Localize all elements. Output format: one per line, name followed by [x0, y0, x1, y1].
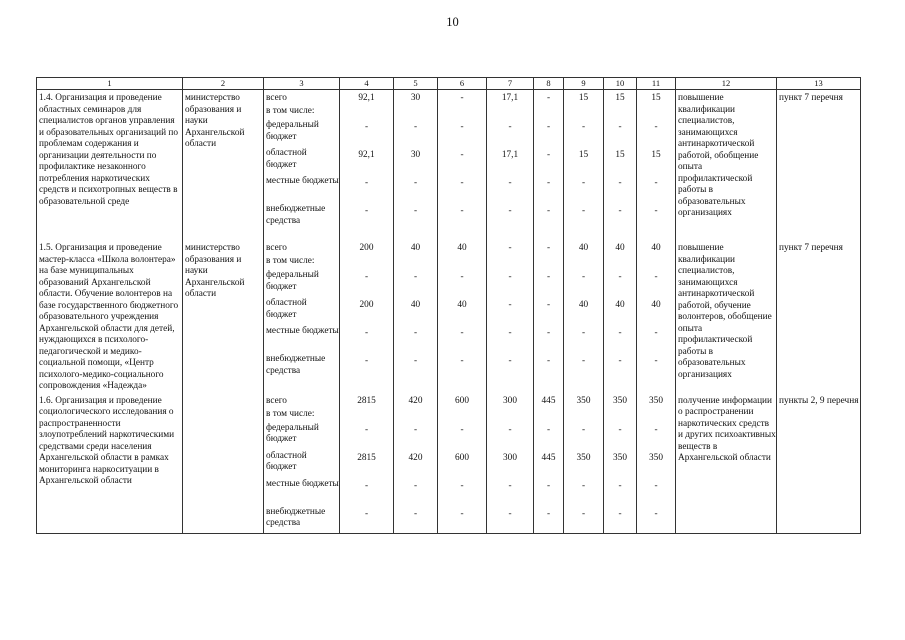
amount-value: 15: [651, 150, 661, 160]
amount-value: -: [364, 178, 369, 188]
amount-value: 30: [410, 93, 421, 103]
amount-value: 300: [503, 452, 517, 463]
amount-value: 420: [408, 395, 423, 406]
activity-description-text: 1.4. Организация и проведение областных семинаров для специалистов органов управления и образовательных организаций по проблемам содержания и организации деятельности по профилактике незаконного потребления наркотических средств и психотропных веществ в образовательной среде: [39, 93, 178, 207]
amount-value: -: [460, 93, 464, 103]
amount-value: -: [546, 356, 551, 366]
amount-column: [394, 90, 438, 241]
amount-value: -: [460, 328, 464, 338]
activity-description: [37, 240, 183, 393]
amount-value: -: [413, 356, 418, 366]
funding-sources: [264, 240, 340, 393]
amount-value: -: [618, 356, 622, 366]
amount-value: -: [460, 206, 464, 216]
amount-value: 15: [578, 150, 589, 160]
amount-value: -: [460, 480, 464, 491]
funding-sources: [264, 90, 340, 241]
amount-value: -: [413, 508, 418, 519]
funding-source: областной бюджет: [266, 148, 307, 170]
list-reference-text: пункты 2, 9 перечня: [779, 395, 859, 406]
amount-column: [438, 393, 487, 534]
amount-value: -: [546, 93, 551, 103]
amount-value: 40: [410, 243, 421, 253]
amount-value: 350: [649, 395, 663, 406]
amount-value: -: [581, 122, 586, 132]
amount-value: -: [508, 424, 512, 435]
amount-value: -: [654, 272, 658, 282]
amount-column: [637, 90, 676, 241]
list-reference: [777, 90, 861, 241]
amount-value: -: [508, 508, 512, 519]
amount-value: -: [581, 178, 586, 188]
amount-value: -: [618, 508, 622, 519]
amount-value: -: [413, 122, 418, 132]
amount-value: 200: [359, 300, 374, 310]
amount-value: -: [413, 328, 418, 338]
amount-value: [637, 254, 675, 268]
amount-value: -: [654, 424, 658, 435]
amount-value: -: [364, 206, 369, 216]
amount-column: [340, 240, 394, 393]
amount-value: [564, 254, 603, 268]
amount-value: -: [618, 122, 622, 132]
amount-value: -: [546, 206, 551, 216]
amount-value: [604, 407, 636, 421]
amount-column: [438, 240, 487, 393]
program-activities-table: [36, 77, 861, 534]
amount-column: [394, 240, 438, 393]
amount-column: [604, 240, 637, 393]
column-number: 3: [264, 78, 340, 90]
amount-value: 350: [649, 452, 663, 463]
amount-value: 40: [651, 243, 661, 253]
amount-column: [637, 393, 676, 534]
expected-result-text: повышение квалификации специалистов, занимающихся антинаркотической работой, обучение волонтеров, обобщение опыта профилактической работы в образовательных организациях: [678, 243, 772, 380]
amount-value: [604, 104, 636, 118]
executor-text: министерство образования и науки Архангельской области: [185, 93, 245, 149]
amount-value: -: [508, 122, 512, 132]
amount-value: -: [508, 206, 512, 216]
amount-value: 40: [457, 243, 467, 253]
executor: [183, 240, 264, 393]
amount-value: -: [581, 206, 586, 216]
column-number: 11: [637, 78, 676, 90]
amount-value: 40: [578, 243, 589, 253]
amount-value: -: [460, 424, 464, 435]
executor-text: [185, 393, 263, 396]
activity-row: [37, 90, 861, 241]
amount-value: 40: [410, 300, 421, 310]
amount-value: -: [654, 178, 658, 188]
amount-value: -: [654, 508, 658, 519]
amount-value: 350: [613, 452, 627, 463]
expected-result-text: повышение квалификации специалистов, занимающихся антинаркотической работой, обобщение опыта профилактической работы в образовательных организациях: [678, 93, 759, 218]
activity-row: [37, 240, 861, 393]
amount-value: -: [508, 178, 512, 188]
amount-value: 350: [576, 395, 591, 406]
amount-value: [534, 104, 563, 118]
expected-result: [676, 393, 777, 534]
amount-value: 30: [410, 150, 421, 160]
amount-value: [438, 104, 486, 118]
amount-value: 200: [359, 243, 374, 253]
amount-column: [604, 393, 637, 534]
amount-value: [340, 104, 393, 118]
executor-text: министерство образования и науки Архангельской области: [185, 243, 245, 299]
amount-value: 40: [615, 243, 625, 253]
amount-value: -: [618, 178, 622, 188]
funding-source: в том числе:: [266, 256, 315, 266]
amount-column: [534, 393, 564, 534]
amount-value: -: [618, 206, 622, 216]
amount-value: 17,1: [501, 93, 519, 103]
funding-source: всего: [266, 93, 287, 103]
amount-value: 92,1: [358, 150, 375, 160]
funding-source: в том числе:: [266, 106, 315, 116]
column-number: 5: [394, 78, 438, 90]
amount-value: -: [508, 272, 512, 282]
column-number: 1: [37, 78, 183, 90]
amount-value: -: [654, 480, 658, 491]
funding-source: федеральный бюджет: [266, 270, 319, 292]
amount-value: [534, 254, 563, 268]
amount-value: 40: [615, 300, 625, 310]
amount-value: 15: [651, 93, 661, 103]
amount-value: -: [460, 272, 464, 282]
amount-value: -: [508, 480, 512, 491]
amount-value: -: [364, 508, 369, 519]
amount-value: [487, 254, 533, 268]
amount-column: [534, 90, 564, 241]
amount-value: [564, 104, 603, 118]
amount-column: [487, 393, 534, 534]
amount-column: [564, 90, 604, 241]
amount-column: [394, 393, 438, 534]
amount-value: 15: [578, 93, 589, 103]
activity-description-text: 1.5. Организация и проведение мастер-класса «Школа волонтера» на базе муниципальных образований Архангельской области. Обучение волонтеров на базе государственного бюджетного образовательного учреждения Архангельской области для детей, нуждающихся в психолого-педагогической и медико-социальной помощи, «Центр психолого-медико-социального сопровождения «Надежда»: [39, 243, 179, 391]
amount-column: [564, 240, 604, 393]
column-number-header: [37, 78, 861, 90]
amount-value: 15: [615, 93, 625, 103]
amount-value: [637, 407, 675, 421]
amount-value: 17,1: [501, 150, 519, 160]
amount-value: [534, 407, 563, 421]
amount-column: [604, 90, 637, 241]
activity-description: [37, 393, 183, 534]
amount-value: 2815: [357, 452, 376, 463]
amount-value: -: [413, 424, 418, 435]
funding-source: внебюджетные средства: [266, 354, 326, 376]
column-number: 8: [534, 78, 564, 90]
amount-value: [438, 254, 486, 268]
funding-source: федеральный бюджет: [266, 422, 319, 444]
activity-description-text: 1.6. Организация и проведение социологического исследования о распространенности злоупотреблений наркотическими средствами среди населения Архангельской области в рамках мониторинга наркоситуации в Архангельской области: [39, 395, 175, 486]
amount-value: -: [413, 206, 418, 216]
amount-value: 300: [503, 395, 517, 406]
list-reference: [777, 393, 861, 534]
amount-column: [340, 393, 394, 534]
amount-value: -: [546, 424, 551, 435]
amount-value: -: [546, 272, 551, 282]
amount-column: [534, 240, 564, 393]
amount-value: -: [581, 328, 586, 338]
list-reference: [777, 240, 861, 393]
amount-value: -: [460, 508, 464, 519]
amount-value: -: [546, 150, 551, 160]
amount-value: -: [618, 424, 622, 435]
amount-value: 600: [455, 395, 469, 406]
amount-value: -: [546, 480, 551, 491]
amount-value: -: [581, 480, 586, 491]
amount-column: [637, 240, 676, 393]
column-number: 7: [487, 78, 534, 90]
amount-value: [487, 407, 533, 421]
expected-result: [676, 90, 777, 241]
amount-value: -: [364, 356, 369, 366]
amount-value: [394, 104, 437, 118]
amount-value: [604, 254, 636, 268]
funding-source: местные бюджеты: [266, 176, 339, 186]
executor: [183, 90, 264, 241]
amount-value: [394, 254, 437, 268]
amount-value: -: [508, 356, 512, 366]
activity-description: [37, 90, 183, 241]
amount-value: -: [364, 424, 369, 435]
amount-value: -: [654, 356, 658, 366]
amount-value: -: [546, 300, 551, 310]
expected-result: [676, 240, 777, 393]
amount-column: [564, 393, 604, 534]
amount-value: [438, 407, 486, 421]
funding-source: всего: [266, 395, 287, 406]
amount-value: -: [460, 150, 464, 160]
funding-source: местные бюджеты: [266, 478, 339, 489]
amount-value: 40: [457, 300, 467, 310]
amount-value: 350: [613, 395, 627, 406]
amount-value: -: [508, 243, 512, 253]
funding-source: федеральный бюджет: [266, 120, 319, 142]
amount-value: -: [581, 424, 586, 435]
amount-value: -: [546, 328, 551, 338]
amount-value: -: [413, 178, 418, 188]
funding-source: внебюджетные средства: [266, 506, 326, 528]
funding-source: в том числе:: [266, 408, 315, 419]
amount-value: 40: [578, 300, 589, 310]
amount-value: -: [581, 508, 586, 519]
amount-value: -: [618, 272, 622, 282]
funding-source: областной бюджет: [266, 450, 307, 472]
amount-value: 350: [576, 452, 591, 463]
amount-value: [340, 407, 393, 421]
amount-value: 40: [651, 300, 661, 310]
column-number: 13: [777, 78, 861, 90]
amount-value: -: [654, 206, 658, 216]
amount-value: -: [364, 122, 369, 132]
list-reference-text: пункт 7 перечня: [779, 93, 843, 103]
amount-column: [487, 240, 534, 393]
amount-value: 445: [541, 395, 556, 406]
activity-row: [37, 393, 861, 534]
amount-value: -: [546, 122, 551, 132]
amount-value: 92,1: [358, 93, 375, 103]
amount-value: -: [546, 178, 551, 188]
amount-value: -: [364, 480, 369, 491]
amount-value: 600: [455, 452, 469, 463]
amount-value: [340, 254, 393, 268]
amount-value: -: [508, 328, 512, 338]
column-number: 4: [340, 78, 394, 90]
page-number: 10: [446, 15, 459, 29]
amount-value: -: [460, 356, 464, 366]
amount-value: [564, 407, 603, 421]
amount-value: -: [581, 272, 586, 282]
amount-value: [394, 407, 437, 421]
expected-result-text: получение информации о распространении наркотических средств и других психоактивных веществ в Архангельской области: [678, 395, 776, 463]
amount-value: -: [460, 122, 464, 132]
list-reference-text: пункт 7 перечня: [779, 243, 843, 253]
amount-value: -: [618, 328, 622, 338]
amount-value: 445: [541, 452, 556, 463]
column-number: 10: [604, 78, 637, 90]
funding-source: всего: [266, 243, 287, 253]
amount-value: -: [546, 243, 551, 253]
column-number: 12: [676, 78, 777, 90]
executor: [183, 393, 264, 534]
amount-value: 2815: [357, 395, 376, 406]
amount-column: [340, 90, 394, 241]
amount-value: -: [460, 178, 464, 188]
amount-value: -: [508, 300, 512, 310]
amount-value: -: [546, 508, 551, 519]
amount-value: [637, 104, 675, 118]
column-number: 9: [564, 78, 604, 90]
amount-column: [487, 90, 534, 241]
funding-sources: [264, 393, 340, 534]
column-number: 2: [183, 78, 264, 90]
funding-source: внебюджетные средства: [266, 204, 326, 226]
amount-value: -: [618, 480, 622, 491]
amount-value: -: [654, 328, 658, 338]
column-number: 6: [438, 78, 487, 90]
amount-value: -: [654, 122, 658, 132]
amount-value: 420: [408, 452, 423, 463]
amount-value: 15: [615, 150, 625, 160]
amount-column: [438, 90, 487, 241]
amount-value: -: [413, 480, 418, 491]
amount-value: -: [364, 272, 369, 282]
amount-value: [487, 104, 533, 118]
amount-value: -: [413, 272, 418, 282]
amount-value: -: [581, 356, 586, 366]
funding-source: областной бюджет: [266, 298, 307, 320]
funding-source: местные бюджеты: [266, 326, 339, 336]
amount-value: -: [364, 328, 369, 338]
